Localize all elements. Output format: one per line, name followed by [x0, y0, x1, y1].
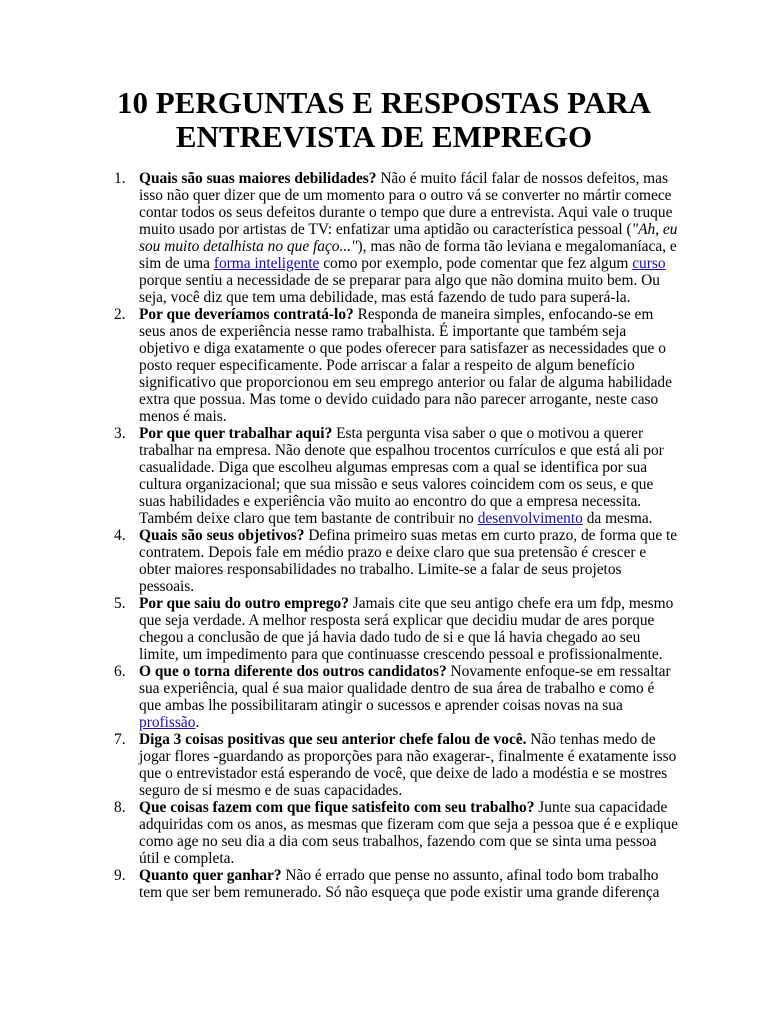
- answer-quote: "Ah, eu sou muito detalhista no que faço...": [139, 221, 678, 255]
- questions-list: [114, 170, 679, 901]
- answer-text: porque sentiu a necessidade de se preparar para algo que não domina muito bem. Ou seja, você diz que tem uma debilidade, mas está fazendo de tudo para superá-la.: [139, 272, 660, 306]
- question-item-8: [114, 799, 679, 867]
- question-item-7: [114, 731, 679, 799]
- link-desenvolvimento[interactable]: desenvolvimento: [477, 510, 583, 527]
- answer-text: da mesma.: [582, 510, 653, 527]
- item-number: 6.: [114, 663, 126, 680]
- item-number: 2.: [114, 306, 126, 323]
- item-number: 9.: [114, 867, 126, 884]
- link-forma-inteligente[interactable]: forma inteligente: [213, 255, 320, 272]
- answer-text: Responda de maneira simples, enfocando-se em seus anos de experiência nesse ramo trabalhista. É importante que também seja objetivo e diga exatamente o que podes oferecer para satisfazer as necessidades que o posto requer especificamente. Pode arriscar a falar a respeito de algum benefício significativo que proporcionou em seu emprego anterior ou falar de alguma habilidade extra que possua. Mas tome o devido cuidado para não parecer arrogante, neste caso menos é mais.: [139, 306, 672, 425]
- item-number: 3.: [114, 425, 126, 442]
- question-text: Por que deveríamos contratá-lo?: [139, 306, 354, 323]
- document-title: [60, 86, 708, 154]
- item-number: 1.: [114, 170, 126, 187]
- link-profissao[interactable]: profissão: [139, 714, 196, 731]
- answer-text: Não é muito fácil falar de nossos defeitos, mas isso não quer dizer que de um momento para o outro vá se converter no mártir comece contar todos os seus defeitos durante o tempo que dure a entrevista. Aqui vale o truque muito usado por artistas de TV: enfatizar uma aptidão ou característica pessoal (: [139, 170, 673, 238]
- answer-text: Jamais cite que seu antigo chefe era um fdp, mesmo que seja verdade. A melhor resposta será explicar que decidiu mudar de ares porque chegou a conclusão de que já havia dado tudo de si e que lá havia chegado ao seu limite, um impedimento para que continuasse crescendo pessoal e profissionalmente.: [139, 595, 674, 663]
- question-item-1: [114, 170, 679, 306]
- question-item-6: [114, 663, 679, 731]
- item-number: 5.: [114, 595, 126, 612]
- item-number: 8.: [114, 799, 126, 816]
- question-item-4: [114, 527, 679, 595]
- question-text: O que o torna diferente dos outros candidatos?: [139, 663, 447, 680]
- document-title-line-1: 10 PERGUNTAS E RESPOSTAS PARA: [117, 85, 651, 120]
- answer-text: como por exemplo, pode comentar que fez algum: [319, 255, 633, 272]
- document-title-line-2: ENTREVISTA DE EMPREGO: [175, 119, 593, 154]
- answer-text: Esta pergunta visa saber o que o motivou a querer trabalhar na empresa. Não denote que espalhou trocentos currículos e que está ali por casualidade. Diga que escolheu algumas empresas com a qual se identifica por sua cultura organizacional; que sua missão e seus valores coincidem com os seus, e que suas habilidades e experiência vão muito ao encontro do que a empresa necessita. Também deixe claro que tem bastante de contribuir no: [139, 425, 664, 527]
- question-text: Por que quer trabalhar aqui?: [139, 425, 333, 442]
- question-text: Diga 3 coisas positivas que seu anterior chefe falou de você.: [139, 731, 527, 748]
- question-text: Quais são suas maiores debilidades?: [139, 170, 377, 187]
- question-text: Que coisas fazem com que fique satisfeito com seu trabalho?: [139, 799, 535, 816]
- answer-text: Não é errado que pense no assunto, afinal todo bom trabalho tem que ser bem remunerado. Só não esqueça que pode existir uma grande diferença: [139, 867, 660, 901]
- answer-text: .: [195, 714, 200, 731]
- question-text: Quais são seus objetivos?: [139, 527, 305, 544]
- question-item-3: [114, 425, 679, 527]
- question-text: Quanto quer ganhar?: [139, 867, 282, 884]
- question-text: Por que saiu do outro emprego?: [139, 595, 349, 612]
- answer-text: Junte sua capacidade adquiridas com os anos, as mesmas que fizeram com que seja a pessoa que é e explique como age no seu dia a dia com seus trabalhos, fazendo com que se sinta uma pessoa útil e completa.: [139, 799, 678, 867]
- answer-text: Novamente enfoque-se em ressaltar sua experiência, qual é sua maior qualidade dentro de sua área de trabalho e como é que ambas lhe possibilitaram atingir o sucessos e aprender coisas novas na sua: [139, 663, 671, 714]
- link-curso[interactable]: curso: [632, 255, 666, 272]
- answer-text: Defina primeiro suas metas em curto prazo, de forma que te contratem. Depois fale em médio prazo e deixe claro que sua pretensão é crescer e obter maiores responsabilidades no trabalho. Limite-se a falar de seus projetos pessoais.: [139, 527, 678, 595]
- question-item-2: [114, 306, 679, 425]
- answer-text: ), mas não de forma tão leviana e megalomaníaca, e sim de uma: [139, 238, 677, 272]
- item-number: 7.: [114, 731, 126, 748]
- question-item-9: [114, 867, 679, 901]
- item-number: 4.: [114, 527, 126, 544]
- answer-text: Não tenhas medo de jogar flores -guardando as proporções para não exagerar-, finalmente é exatamente isso que o entrevistador está esperando de você, que deixe de lado a modéstia e se mostres seguro de si mesmo e de suas capacidades.: [139, 731, 677, 799]
- question-item-5: [114, 595, 679, 663]
